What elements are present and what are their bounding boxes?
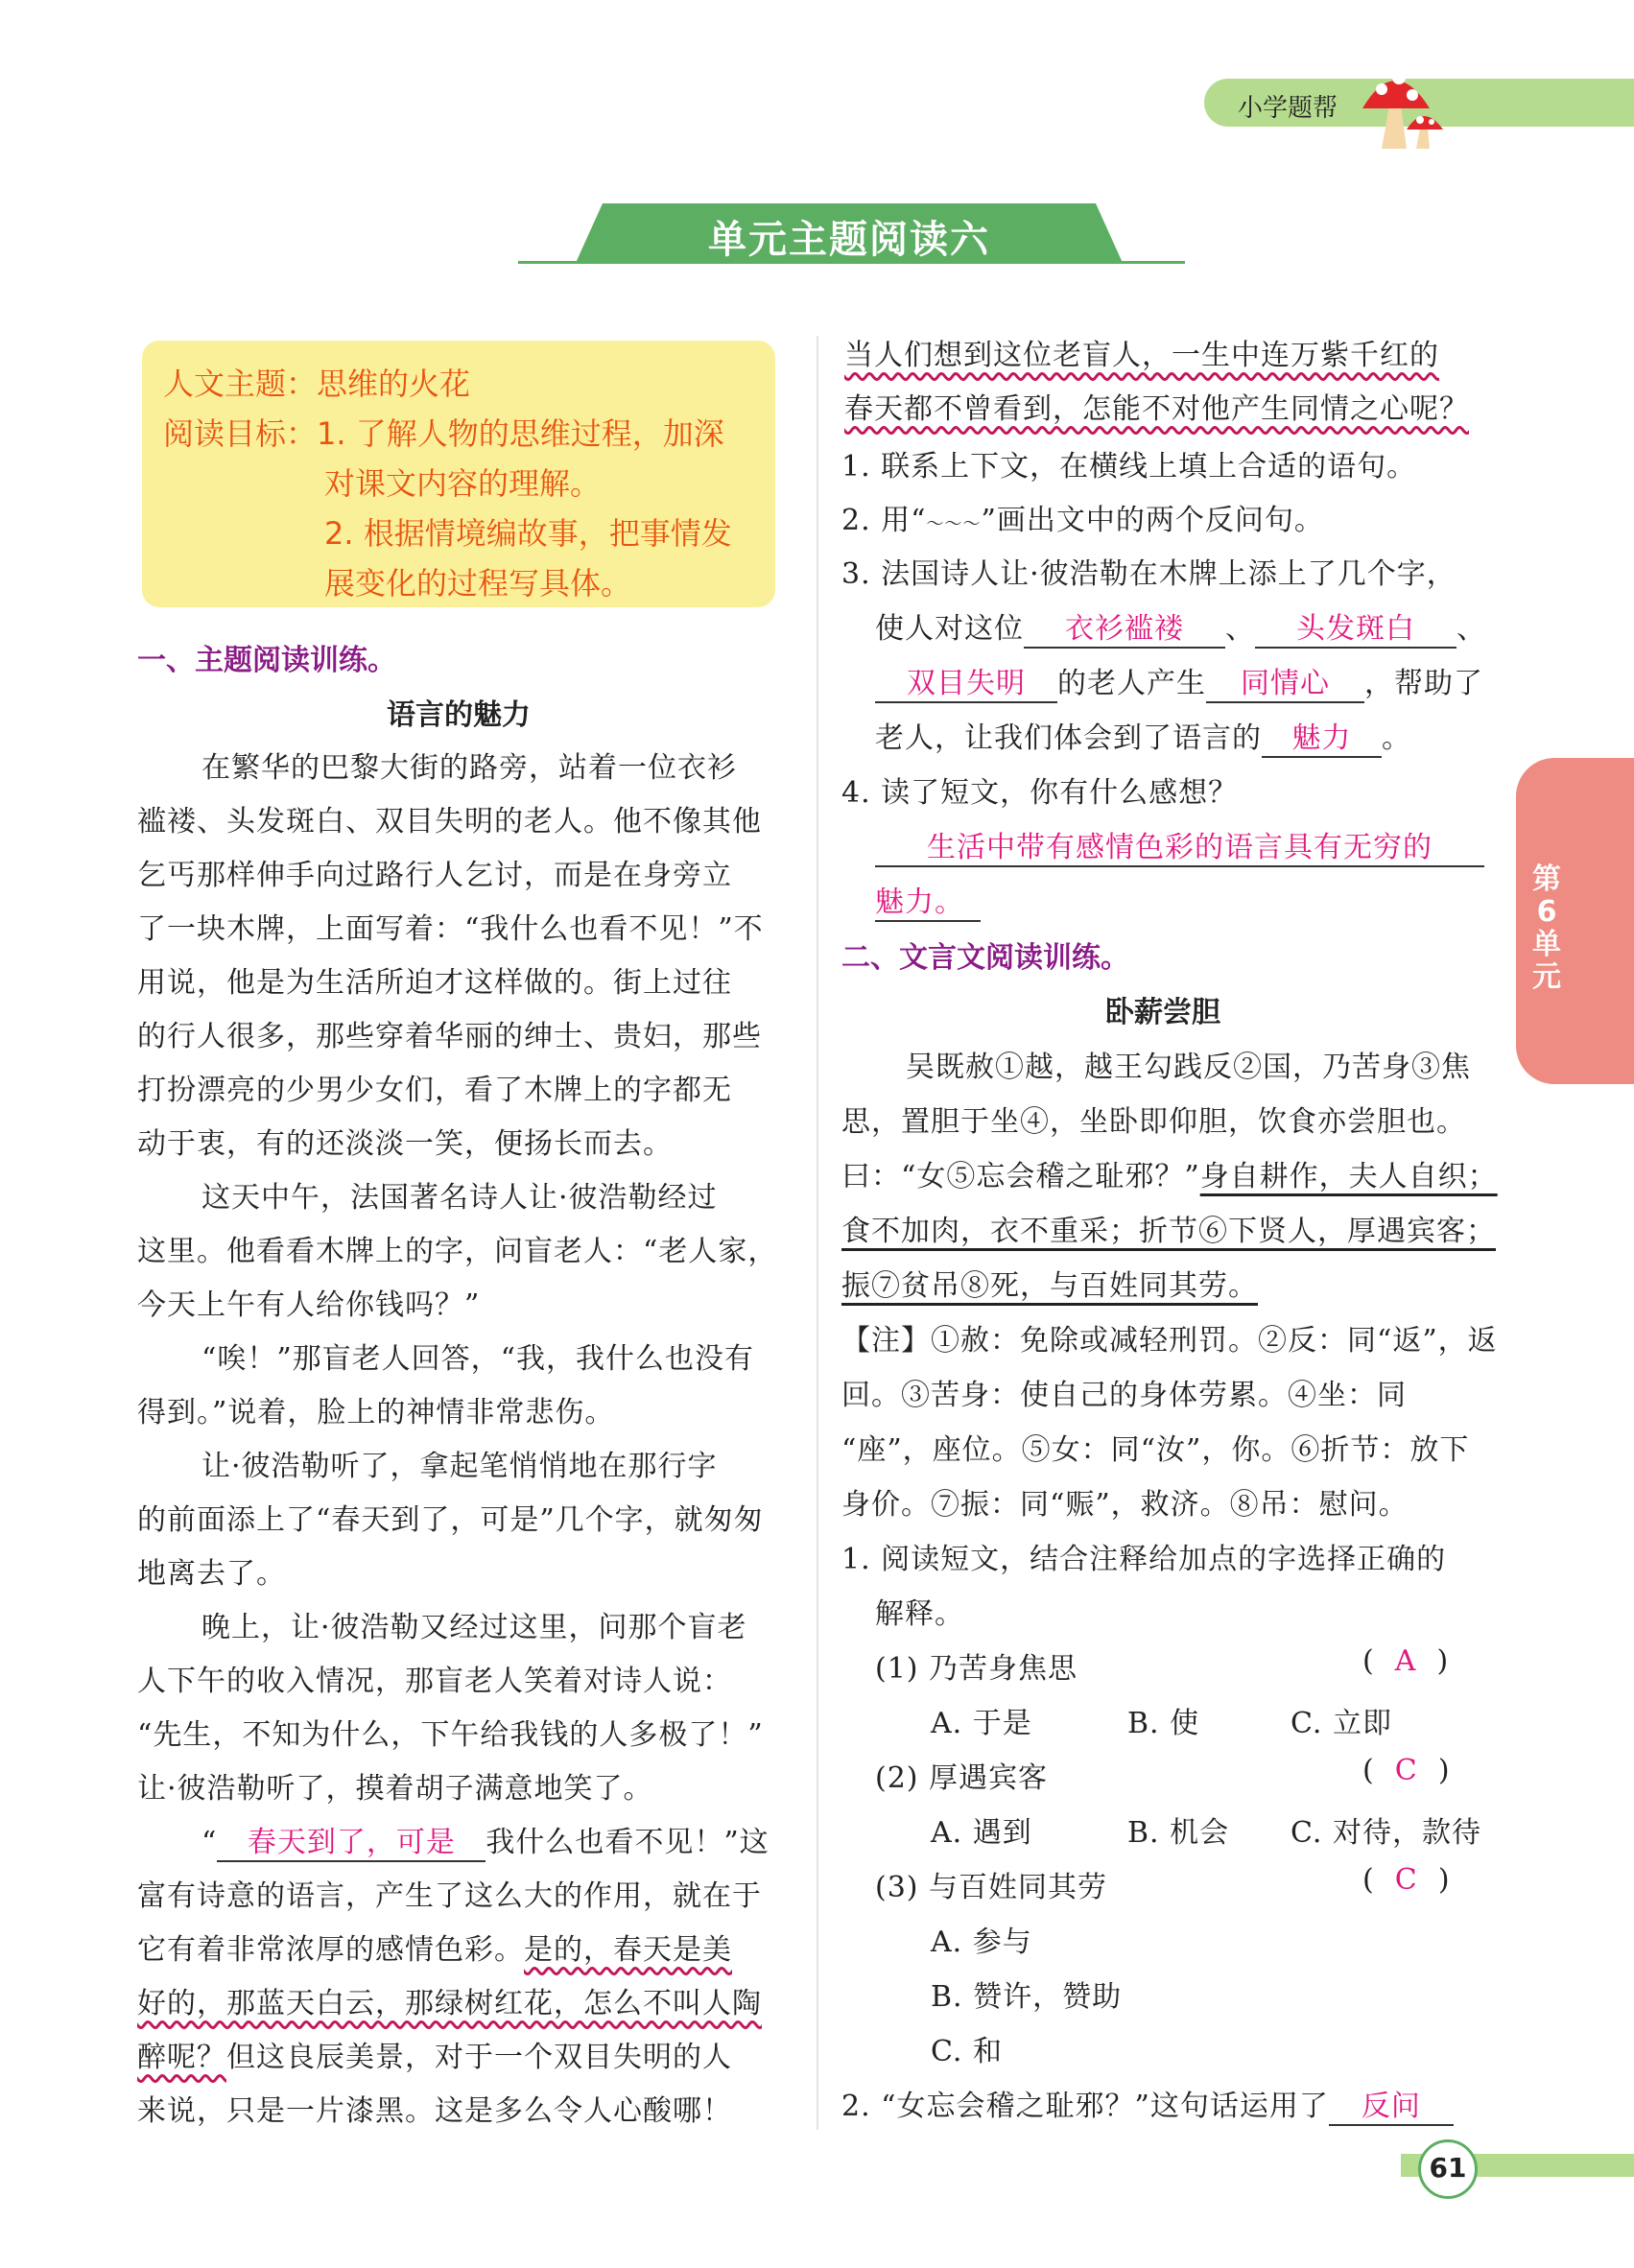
option[interactable]: B. 使 — [1127, 1707, 1200, 1740]
note-line: 【注】①赦：免除或减轻刑罚。②反：同“返”，返 — [841, 1324, 1498, 1358]
page-title: 单元主题阅读六 — [708, 218, 990, 262]
paragraph-line: 的行人很多，那些穿着华丽的绅士、贵妇，那些 — [137, 1020, 762, 1053]
question-text: 老人，让我们体会到了语言的 — [875, 721, 1262, 755]
question-3: 3. 法国诗人让·彼浩勒在木牌上添上了几个字， — [841, 557, 1456, 591]
paragraph-line: 富有诗意的语言，产生了这么大的作用，就在于 — [137, 1879, 762, 1913]
paragraph-line: 今天上午有人给你钱吗？” — [137, 1288, 481, 1322]
option[interactable]: B. 赞许，赞助 — [931, 1980, 1123, 2014]
paragraph-line: 来说，只是一片漆黑。这是多么令人心酸哪！ — [137, 2094, 732, 2128]
paragraph-line: 得到。”说着，脸上的神情非常悲伤。 — [137, 1396, 615, 1429]
article-title: 语言的魅力 — [387, 698, 531, 732]
exercise-1: 1. 阅读短文，结合注释给加点的字选择正确的 — [841, 1543, 1447, 1576]
answer-blank[interactable]: 魅力。 — [875, 878, 981, 922]
question-text: 。 — [1382, 721, 1411, 755]
answer-bracket: ( A ) — [1362, 1644, 1450, 1678]
choice-answer[interactable]: A — [1394, 1644, 1417, 1678]
separator: 、 — [1456, 612, 1486, 646]
paragraph-line: 用说，他是为生活所迫才这样做的。街上过往 — [137, 966, 732, 1000]
mushroom-icon — [1353, 53, 1458, 149]
paragraph-line — [137, 2033, 732, 2075]
question-4: 4. 读了短文，你有什么感想？ — [841, 776, 1239, 810]
answer-blank[interactable]: 头发斑白 — [1255, 604, 1456, 649]
note-line: “座”，座位。⑤女：同“汝”，你。⑥折节：放下 — [841, 1433, 1470, 1467]
answer-blank[interactable]: 衣衫褴褛 — [1024, 604, 1225, 649]
answer-blank[interactable]: 生活中带有感情色彩的语言具有无穷的 — [875, 823, 1484, 867]
answer-blank[interactable]: 魅力 — [1262, 714, 1382, 758]
unit-label: 第6单元 — [1532, 862, 1561, 994]
exercise-1-line: 解释。 — [875, 1597, 964, 1631]
section-heading: 一、主题阅读训练。 — [137, 644, 396, 677]
goal-line: 2. 根据情境编故事，把事情发 — [324, 515, 732, 552]
paragraph-line: “先生，不知为什么，下午给我钱的人多极了！” — [137, 1718, 764, 1752]
brand-label: 小学题帮 — [1238, 94, 1338, 123]
rhetorical-question-mark: 当人们想到这位老盲人，一生中连万紫千红的 — [844, 339, 1439, 372]
option[interactable]: C. 立即 — [1291, 1707, 1392, 1740]
exercise-2 — [841, 2082, 1454, 2126]
classical-line — [841, 1152, 1498, 1194]
paragraph-line: 的前面添上了“春天到了，可是”几个字，就匆匆 — [137, 1503, 764, 1537]
question-text: 2. “女忘会稽之耻邪？”这句话运用了 — [841, 2090, 1329, 2123]
paragraph-line: 了一块木牌，上面写着：“我什么也看不见！”不 — [137, 912, 764, 946]
choice-answer[interactable]: C — [1394, 1863, 1418, 1897]
answer-line — [875, 823, 1484, 867]
option[interactable]: C. 对待，款待 — [1291, 1816, 1481, 1850]
wavy-line-sample: ～～～ — [926, 514, 982, 534]
page-number: 61 — [1429, 2152, 1467, 2184]
option[interactable]: B. 机会 — [1127, 1816, 1230, 1850]
paragraph-line: 让·彼浩勒听了，拿起笔悄悄地在那行字 — [201, 1450, 718, 1483]
answer-bracket: ( C ) — [1362, 1754, 1451, 1787]
paragraph-line: 晚上，让·彼浩勒又经过这里，问那个盲老 — [201, 1611, 747, 1644]
sub-question: (2) 厚遇宾客 — [875, 1761, 1049, 1795]
separator: 、 — [1225, 612, 1255, 646]
paragraph-line: 这天中午，法国著名诗人让·彼浩勒经过 — [201, 1181, 718, 1215]
answer-blank[interactable]: 反问 — [1329, 2082, 1454, 2126]
question-3-line — [875, 714, 1411, 758]
paragraph-line — [844, 385, 1469, 427]
rhetorical-question-mark: 是的，春天是美 — [524, 1933, 732, 1967]
paragraph-line: 在繁华的巴黎大街的路旁，站着一位衣衫 — [201, 751, 737, 785]
question-text: ”画出文中的两个反问句。 — [981, 504, 1324, 537]
paragraph-line: 褴褛、头发斑白、双目失明的老人。他不像其他 — [137, 805, 762, 839]
paragraph-line — [137, 1925, 732, 1968]
goal-line: 对课文内容的理解。 — [324, 465, 602, 502]
question-1: 1. 联系上下文，在横线上填上合适的语句。 — [841, 450, 1417, 484]
answer-blank[interactable]: 春天到了，可是 — [217, 1818, 485, 1862]
quote-open: “ — [201, 1826, 218, 1859]
paragraph-line: 人下午的收入情况，那盲老人笑着对诗人说： — [137, 1665, 732, 1698]
option[interactable]: A. 参与 — [931, 1925, 1032, 1959]
paragraph-line: 打扮漂亮的少男少女们，看了木牌上的字都无 — [137, 1074, 732, 1107]
underlined-text: 振⑦贫吊⑧死，与百姓同其劳。 — [841, 1269, 1258, 1303]
paragraph-line — [844, 331, 1439, 373]
rhetorical-question-mark: 醉呢？ — [137, 2041, 226, 2074]
answer-bracket: ( C ) — [1362, 1863, 1451, 1897]
plain-text: 它有着非常浓厚的感情色彩。 — [137, 1933, 524, 1967]
paragraph-line — [137, 1979, 762, 2021]
theme-label: 人文主题：思维的火花 — [163, 366, 471, 402]
column-divider — [817, 336, 818, 2130]
section-heading: 二、文言文阅读训练。 — [841, 941, 1129, 975]
classical-line: 吴既赦①越，越王勾践反②国，乃苦身③焦 — [906, 1051, 1471, 1084]
classical-line — [841, 1262, 1258, 1304]
classical-line — [841, 1207, 1496, 1249]
paragraph-line: 这里。他看看木牌上的字，问盲老人：“老人家， — [137, 1235, 778, 1268]
question-text: 使人对这位 — [875, 612, 1024, 646]
underlined-text: 身自耕作，夫人自织； — [1199, 1160, 1498, 1193]
classical-line: 思，置胆于坐④，坐卧即仰胆，饮食亦尝胆也。 — [841, 1105, 1466, 1139]
question-2 — [841, 496, 1324, 538]
goal-line: 展变化的过程写具体。 — [324, 565, 632, 602]
paragraph-line: 让·彼浩勒听了，摸着胡子满意地笑了。 — [137, 1772, 653, 1806]
option[interactable]: A. 于是 — [931, 1707, 1032, 1740]
plain-text: 但这良辰美景，对于一个双目失明的人 — [226, 2041, 732, 2074]
paragraph-line: 动于衷，有的还淡淡一笑，便扬长而去。 — [137, 1127, 673, 1161]
note-line: 回。③苦身：使自己的身体劳累。④坐：同 — [841, 1379, 1407, 1412]
option[interactable]: A. 遇到 — [931, 1816, 1032, 1850]
question-text: 的老人产生 — [1057, 667, 1206, 700]
choice-answer[interactable]: C — [1394, 1754, 1418, 1787]
paragraph-line: “唉！”那盲老人回答，“我，我什么也没有 — [201, 1342, 755, 1376]
paragraph-line — [201, 1818, 770, 1862]
sub-question: (3) 与百姓同其劳 — [875, 1871, 1108, 1904]
underlined-text: 食不加肉，衣不重采；折节⑥下贤人，厚遇宾客； — [841, 1215, 1496, 1248]
plain-text: 曰：“女⑤忘会稽之耻邪？” — [841, 1160, 1200, 1193]
question-text: ，帮助了 — [1364, 667, 1483, 700]
quote-rest: 我什么也看不见！”这 — [485, 1826, 770, 1859]
answer-line — [875, 878, 981, 922]
rhetorical-question-mark: 春天都不曾看到，怎能不对他产生同情之心呢？ — [844, 392, 1469, 426]
note-line: 身价。⑦振：同“赈”，救济。⑧吊：慰问。 — [841, 1488, 1409, 1522]
rhetorical-question-mark: 好的，那蓝天白云，那绿树红花，怎么不叫人陶 — [137, 1987, 762, 2020]
paragraph-line: 地离去了。 — [137, 1557, 286, 1591]
paragraph-line: 乞丐那样伸手向过路行人乞讨，而是在身旁立 — [137, 859, 732, 892]
question-text: 2. 用“ — [841, 504, 927, 537]
question-3-line — [875, 659, 1483, 703]
answer-blank[interactable]: 同情心 — [1206, 659, 1364, 703]
article-title: 卧薪尝胆 — [1105, 996, 1220, 1029]
option[interactable]: C. 和 — [931, 2035, 1003, 2068]
question-3-line — [875, 604, 1486, 649]
answer-blank[interactable]: 双目失明 — [875, 659, 1057, 703]
goal-label: 阅读目标：1. 了解人物的思维过程，加深 — [163, 415, 724, 452]
sub-question: (1) 乃苦身焦思 — [875, 1652, 1078, 1686]
